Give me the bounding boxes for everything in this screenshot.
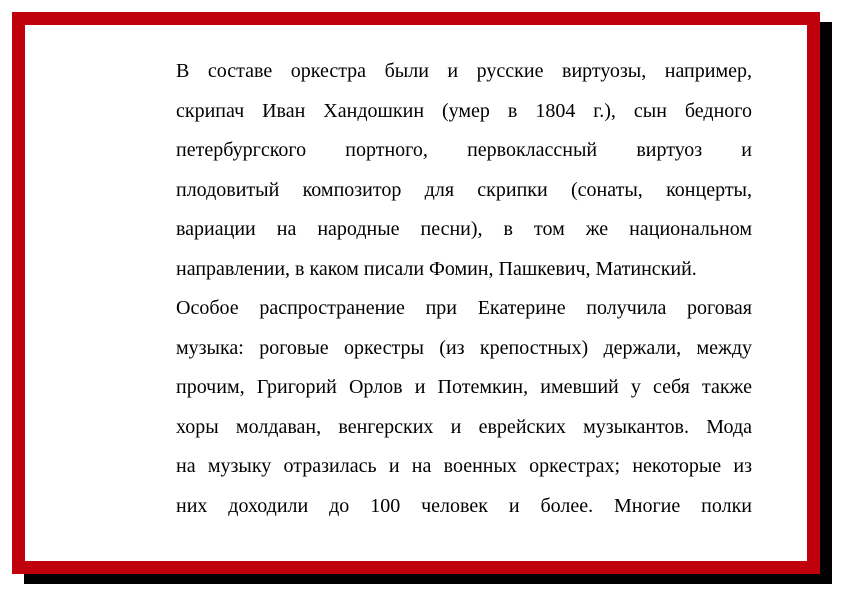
text-line: хоры молдаван, венгерских и еврейских музыкантов. Мода: [176, 415, 752, 438]
text-line: Особое распространение при Екатерине получила роговая: [176, 297, 752, 319]
text-line: них доходили до 100 человек и более. Многие полки: [176, 494, 752, 517]
text-line: петербургского портного, первоклассный виртуоз и: [176, 139, 752, 161]
text-line: музыка: роговые оркестры (из крепостных) держали, между: [176, 336, 752, 359]
text-line: вариации на народные песни), в том же национальном: [176, 218, 752, 240]
text-line: направлении, в каком писали Фомин, Пашкевич, Матинский.: [176, 257, 697, 280]
text-line: скрипач Иван Хандошкин (умер в 1804 г.), сын бедного: [176, 99, 752, 122]
text-block: [176, 52, 752, 526]
text-line: на музыку отразилась и на военных оркестрах; некоторые из: [176, 455, 752, 477]
text-line: В составе оркестра были и русские виртуозы, например,: [176, 60, 752, 82]
text-line: прочим, Григорий Орлов и Потемкин, имевший у себя также: [176, 376, 752, 398]
text-line: плодовитый композитор для скрипки (сонаты, концерты,: [176, 178, 752, 201]
